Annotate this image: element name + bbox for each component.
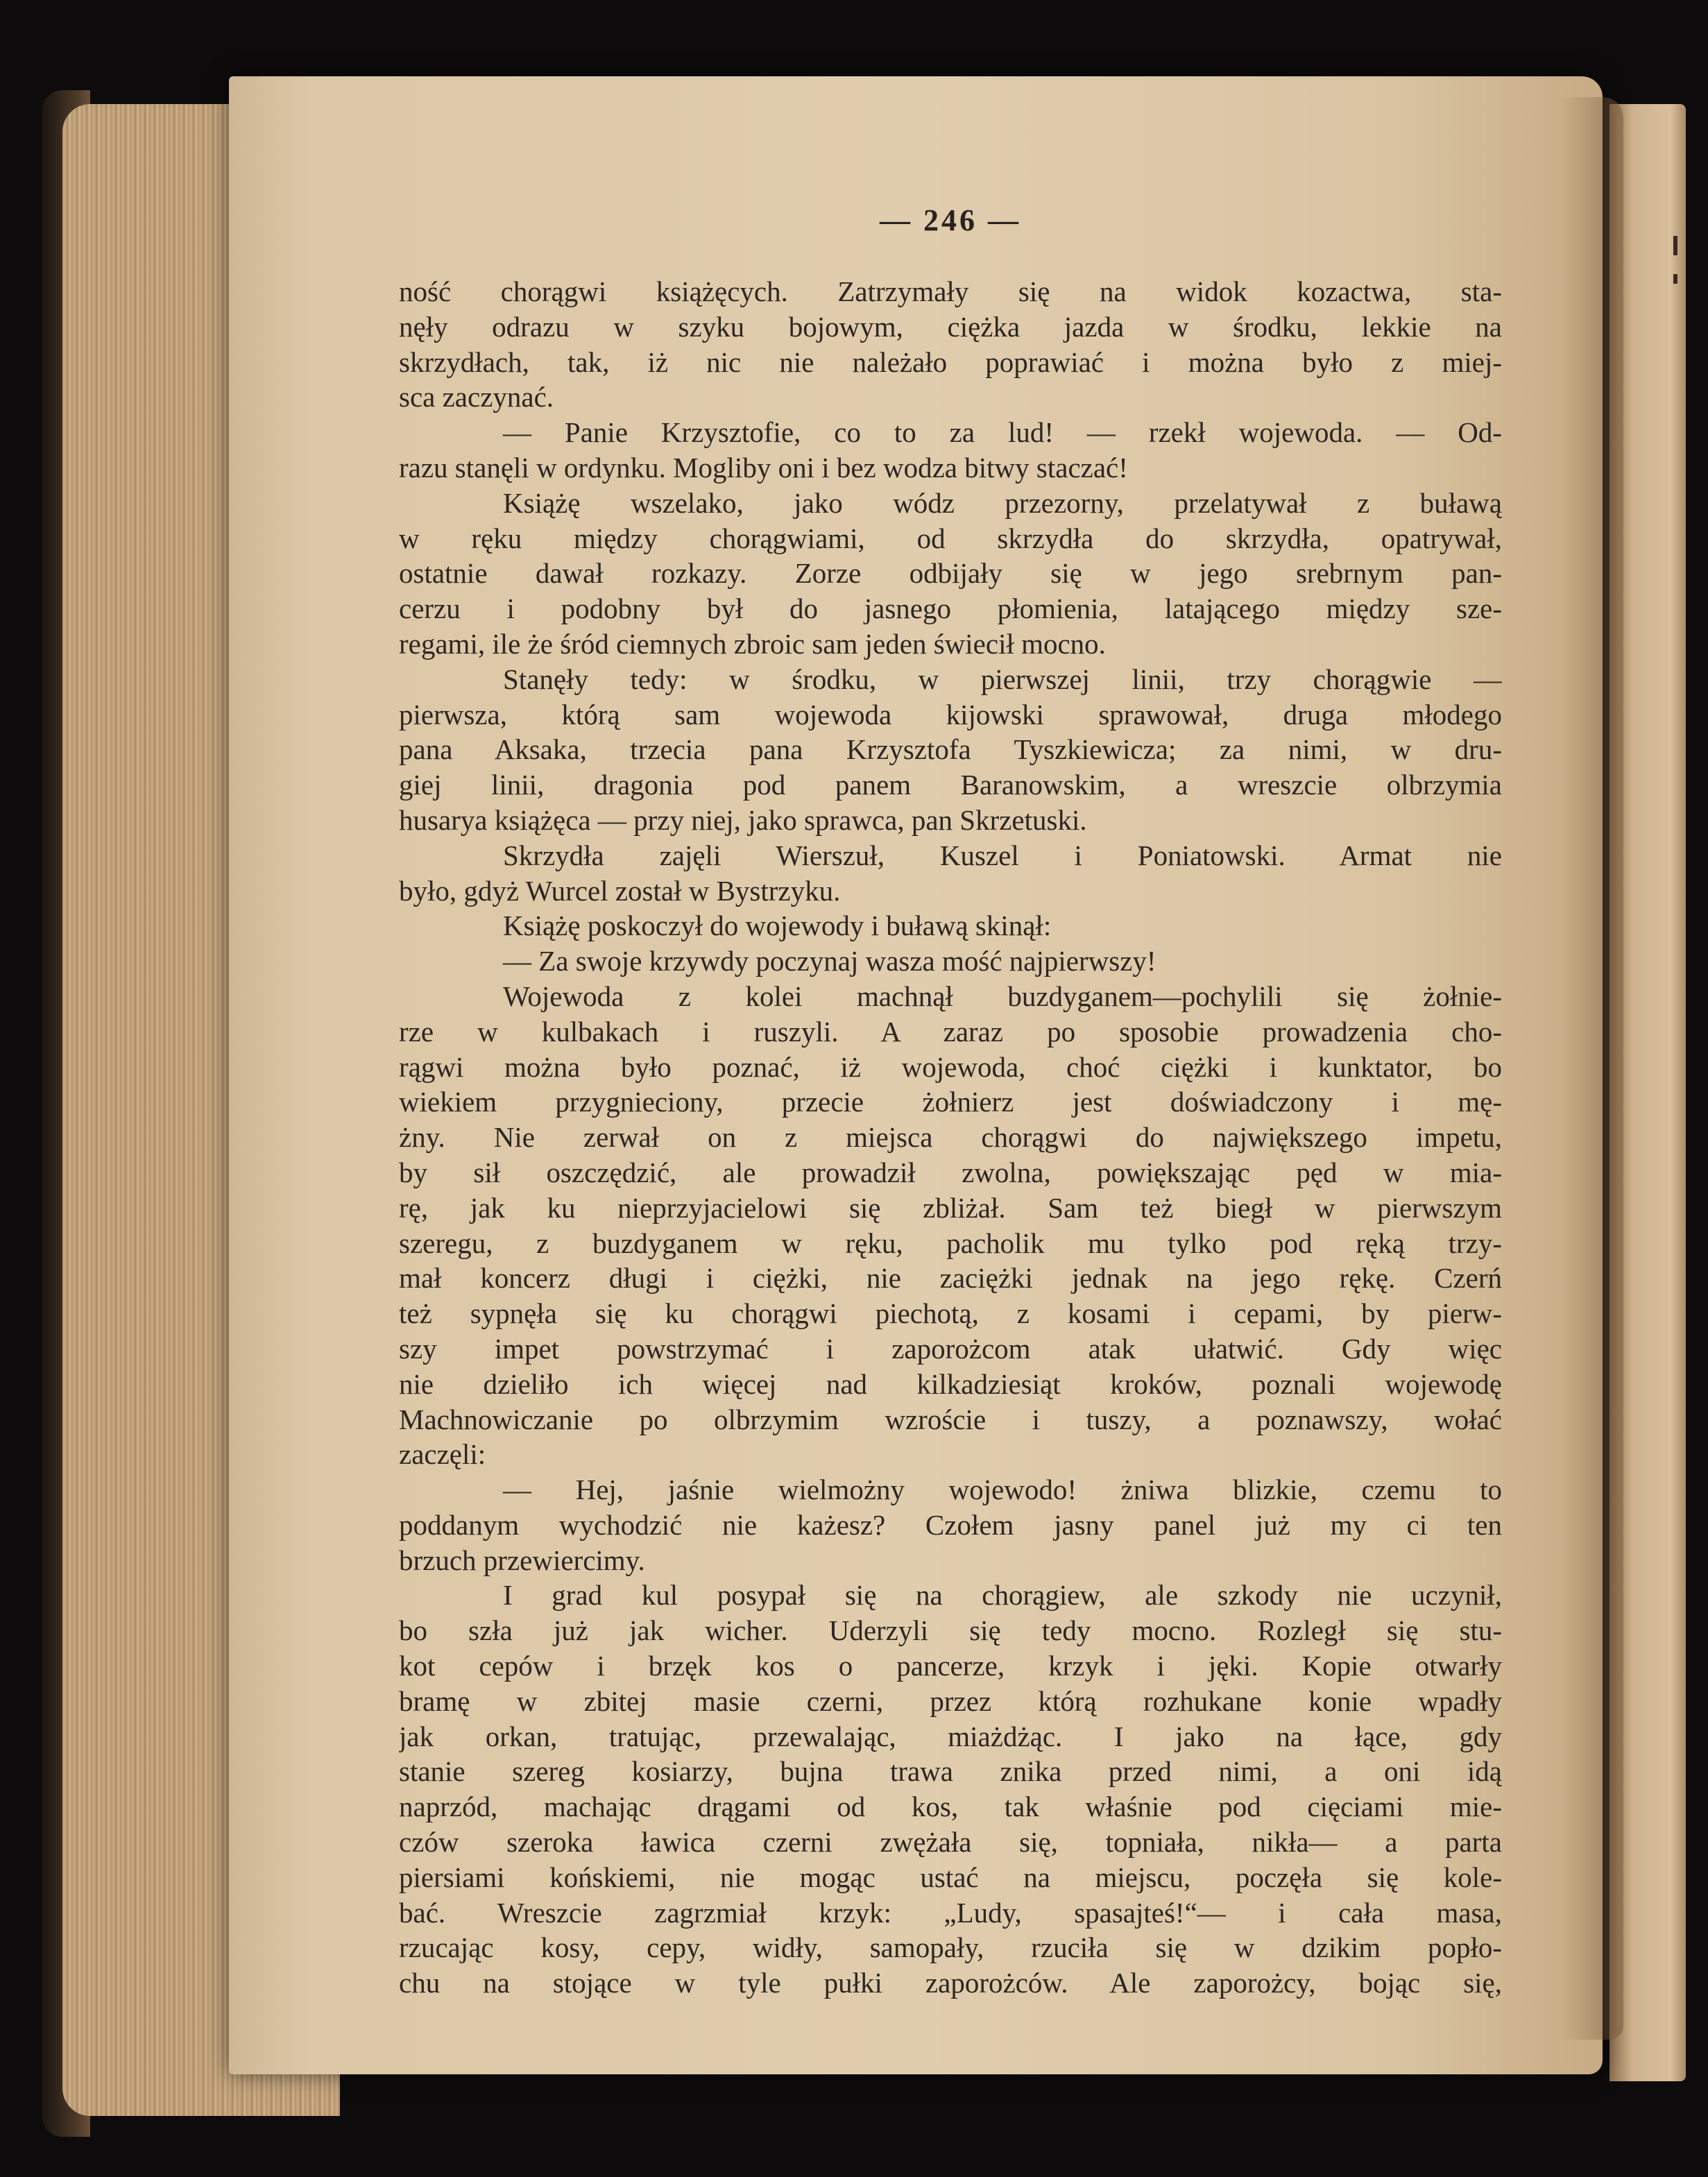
text-line: stanie szereg kosiarzy, bujna trawa znika przed nimi, a oni idą xyxy=(399,1755,1502,1788)
text-line: Wojewoda z kolei machnął buzdyganem—pochylili się żołnie- xyxy=(503,980,1502,1012)
text-line: cerzu i podobny był do jasnego płomienia, latającego między sze- xyxy=(399,592,1502,625)
text-line: zaczęli: xyxy=(399,1438,486,1471)
text-line: w ręku między chorągwiami, od skrzydła do skrzydła, opatrywał, xyxy=(399,522,1502,554)
text-line: regami, ile że śród ciemnych zbroic sam jeden świecił mocno. xyxy=(399,627,1106,660)
facing-page-mark xyxy=(1673,274,1677,284)
facing-page-mark xyxy=(1673,236,1677,255)
text-line: — Za swoje krzywdy poczynaj wasza mość najpierwszy! xyxy=(503,945,1156,977)
text-line: mał koncerz długi i ciężki, nie zaciężki jednak na jego rękę. Czerń xyxy=(399,1262,1502,1295)
text-line: ostatnie dawał rozkazy. Zorze odbijały się w jego srebrnym pan- xyxy=(399,557,1502,590)
text-line: rągwi można było poznać, iż wojewoda, choć ciężki i kunktator, bo xyxy=(399,1050,1502,1083)
text-line: I grad kul posypał się na chorągiew, ale szkody nie uczynił, xyxy=(503,1579,1502,1612)
text-line: rzucając kosy, cepy, widły, samopały, rzuciła się w dzikim popło- xyxy=(399,1931,1502,1964)
text-line: rze w kulbakach i ruszyli. A zaraz po sposobie prowadzenia cho- xyxy=(399,1015,1502,1048)
text-line: piersiami końskiemi, nie mogąc ustać na miejscu, poczęła się kole- xyxy=(399,1861,1502,1893)
text-line: — Panie Krzysztofie, co to za lud! — rzekł wojewoda. — Od- xyxy=(503,416,1502,449)
text-line: Machnowiczanie po olbrzymim wzroście i tuszy, a poznawszy, wołać xyxy=(399,1403,1502,1435)
text-line: szy impet powstrzymać i zaporożcom atak ułatwić. Gdy więc xyxy=(399,1332,1502,1365)
text-line: jak orkan, tratując, przewalając, miażdżąc. I jako na łące, gdy xyxy=(399,1720,1502,1752)
text-line: Książę poskoczył do wojewody i buławą skinął: xyxy=(503,910,1052,942)
text-line: pierwsza, którą sam wojewoda kijowski sprawował, druga młodego xyxy=(399,698,1502,731)
text-line: chu na stojące w tyle pułki zaporożców. Ale zaporożcy, bojąc się, xyxy=(399,1967,1502,1999)
text-line: husarya książęca — przy niej, jako sprawca, pan Skrzetuski. xyxy=(399,803,1087,836)
text-line: czów szeroka ławica czerni zwężała się, topniała, nikła— a parta xyxy=(399,1826,1502,1859)
text-line: by sił oszczędzić, ale prowadził zwolna, powiększając pęd w mia- xyxy=(399,1156,1502,1188)
page-text xyxy=(399,274,1502,2001)
text-line: bo szła już jak wicher. Uderzyli się tedy mocno. Rozległ się stu- xyxy=(399,1614,1502,1647)
text-line: było, gdyż Wurcel został w Bystrzyku. xyxy=(399,874,841,907)
text-line: poddanym wychodzić nie każesz? Czołem jasny panel już my ci ten xyxy=(399,1508,1502,1541)
text-line: kot cepów i brzęk kos o pancerze, krzyk i jęki. Kopie otwarły xyxy=(399,1650,1502,1682)
text-line: giej linii, dragonia pod panem Baranowskim, a wreszcie olbrzymia xyxy=(399,769,1502,801)
text-line: Książę wszelako, jako wódz przezorny, przelatywał z buławą xyxy=(503,486,1502,519)
text-line: razu stanęli w ordynku. Mogliby oni i bez wodza bitwy staczać! xyxy=(399,451,1128,484)
text-line: bać. Wreszcie zagrzmiał krzyk: „Ludy, spasajteś!“— i cała masa, xyxy=(399,1896,1502,1929)
text-line: pana Aksaka, trzecia pana Krzysztofa Tyszkiewicza; za nimi, w dru- xyxy=(399,733,1502,766)
text-line: Skrzydła zajęli Wierszuł, Kuszel i Poniatowski. Armat nie xyxy=(503,839,1502,871)
text-line: bramę w zbitej masie czerni, przez którą rozhukane konie wpadły xyxy=(399,1684,1502,1717)
text-line: naprzód, machając drągami od kos, tak właśnie pod cięciami mie- xyxy=(399,1791,1502,1823)
text-line: skrzydłach, tak, iż nic nie należało poprawiać i można było z miej- xyxy=(399,345,1502,378)
text-line: żny. Nie zerwał on z miejsca chorągwi do największego impetu, xyxy=(399,1121,1502,1154)
text-line: sca zaczynać. xyxy=(399,381,554,413)
text-line: brzuch przewiercimy. xyxy=(399,1544,645,1576)
text-line: rę, jak ku nieprzyjacielowi się zbliżał. Sam też biegł w pierwszym xyxy=(399,1191,1502,1224)
text-line: też sypnęła się ku chorągwi piechotą, z kosami i cepami, by pierw- xyxy=(399,1297,1502,1330)
text-line: — Hej, jaśnie wielmożny wojewodo! żniwa blizkie, czemu to xyxy=(503,1474,1502,1506)
text-line: ność chorągwi książęcych. Zatrzymały się na widok kozactwa, sta- xyxy=(399,275,1502,307)
text-line: wiekiem przygnieciony, przecie żołnierz jest doświadczony i mę- xyxy=(399,1086,1502,1118)
text-line: nęły odrazu w szyku bojowym, ciężka jazda w środku, lekkie na xyxy=(399,310,1502,343)
page-number: — 246 — xyxy=(880,203,1021,237)
text-line: Stanęły tedy: w środku, w pierwszej linii, trzy chorągwie — xyxy=(503,663,1502,695)
text-line: nie dzieliło ich więcej nad kilkadziesiąt kroków, poznali wojewodę xyxy=(399,1367,1502,1400)
text-line: szeregu, z buzdyganem w ręku, pacholik mu tylko pod ręką trzy- xyxy=(399,1227,1502,1259)
page-gutter-shadow xyxy=(1561,97,1623,2040)
